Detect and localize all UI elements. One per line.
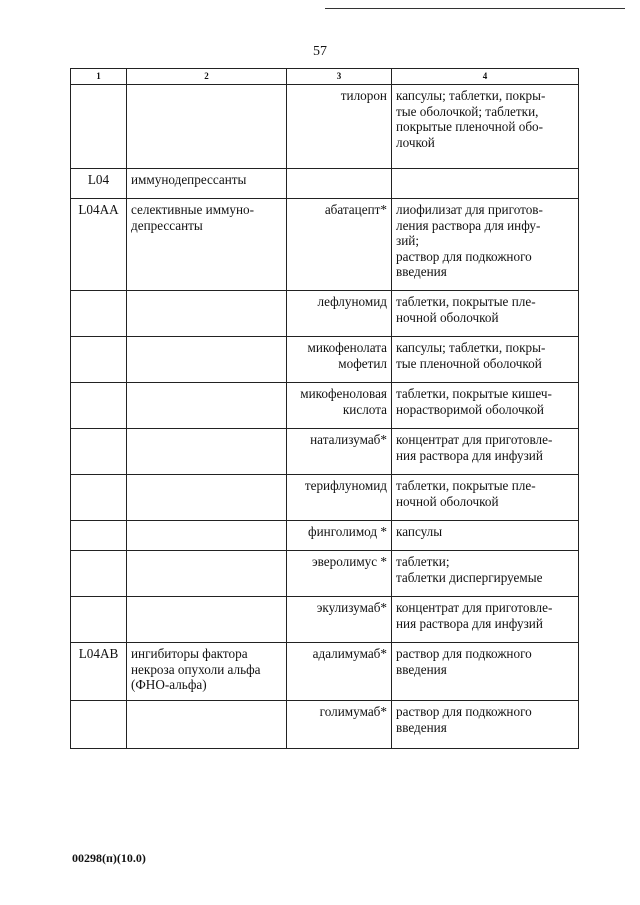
dosage-form-line: покрытые пленочной обо- [396, 119, 544, 134]
dosage-forms-cell [392, 383, 579, 429]
dosage-form-line: лочкой [396, 134, 435, 150]
top-rule [325, 8, 625, 9]
group-name-cell [127, 551, 287, 597]
group-name-cell [127, 597, 287, 643]
dosage-form-line: концентрат для приготовле- [396, 600, 553, 615]
group-name-cell [127, 521, 287, 551]
dosage-form-line: таблетки, покрытые кишеч- [396, 386, 552, 401]
group-name-cell [127, 291, 287, 337]
substance-cell: финголимод * [287, 521, 392, 551]
dosage-form-line: таблетки диспергируемые [396, 569, 543, 585]
table-row [71, 429, 579, 475]
column-header: 4 [392, 69, 579, 85]
dosage-form-line: раствор для подкожного [396, 646, 532, 661]
substance-cell: абатацепт* [287, 199, 392, 291]
table-row [71, 643, 579, 701]
dosage-form-line: капсулы; таблетки, покры- [396, 88, 546, 103]
dosage-forms-cell [392, 643, 579, 701]
atc-code-cell [71, 701, 127, 749]
dosage-forms-cell [392, 597, 579, 643]
substance-cell: микофеноловая кислота [287, 383, 392, 429]
atc-code-cell [71, 521, 127, 551]
substance-cell: голимумаб* [287, 701, 392, 749]
dosage-form-line: раствор для подкожного [396, 704, 532, 719]
group-name-cell [127, 475, 287, 521]
dosage-form-line: зий; [396, 233, 419, 248]
page-number: 57 [313, 44, 327, 59]
atc-code-cell [71, 85, 127, 169]
substance-cell: адалимумаб* [287, 643, 392, 701]
dosage-form-line: введения [396, 661, 447, 677]
substance-cell: терифлуномид [287, 475, 392, 521]
table-row [71, 383, 579, 429]
dosage-forms-cell [392, 291, 579, 337]
atc-code-cell: L04AA [71, 199, 127, 291]
dosage-forms-cell [392, 169, 579, 199]
table-header-row [71, 69, 579, 85]
atc-code-cell [71, 475, 127, 521]
atc-code-cell [71, 429, 127, 475]
atc-code-cell: L04 [71, 169, 127, 199]
dosage-forms-cell [392, 701, 579, 749]
atc-code-cell [71, 551, 127, 597]
dosage-form-line: капсулы [396, 524, 443, 539]
dosage-forms-cell [392, 429, 579, 475]
table-row [71, 521, 579, 551]
dosage-form-line: тые оболочкой; таблетки, [396, 103, 539, 119]
group-name-cell: иммунодепрессанты [127, 169, 287, 199]
substance-cell: эверолимус * [287, 551, 392, 597]
dosage-form-line: раствор для подкожного [396, 248, 532, 264]
atc-code-cell [71, 383, 127, 429]
table-row [71, 291, 579, 337]
table-row [71, 475, 579, 521]
dosage-forms-cell [392, 85, 579, 169]
substance-cell [287, 169, 392, 199]
table-row [71, 169, 579, 199]
atc-code-cell [71, 597, 127, 643]
table-row [71, 85, 579, 169]
dosage-form-line: введения [396, 264, 447, 279]
dosage-form-line: норастворимой оболочкой [396, 401, 544, 417]
dosage-forms-cell [392, 551, 579, 597]
substance-cell: экулизумаб* [287, 597, 392, 643]
table-row [71, 597, 579, 643]
substance-cell: тилорон [287, 85, 392, 169]
dosage-form-line: введения [396, 719, 447, 735]
dosage-form-line: таблетки; [396, 554, 450, 569]
group-name-cell [127, 429, 287, 475]
dosage-forms-cell [392, 199, 579, 291]
table-row [71, 551, 579, 597]
dosage-form-line: ночной оболочкой [396, 309, 499, 325]
table-row [71, 337, 579, 383]
atc-code-cell [71, 337, 127, 383]
column-header: 3 [287, 69, 392, 85]
group-name-cell: ингибиторы фактора некроза опухоли альфа (ФНО-альфа) [127, 643, 287, 701]
dosage-form-line: ния раствора для инфузий [396, 615, 543, 631]
dosage-form-line: лиофилизат для приготов- [396, 202, 543, 217]
dosage-form-line: тые пленочной оболочкой [396, 355, 542, 371]
dosage-forms-cell [392, 521, 579, 551]
table-row [71, 701, 579, 749]
dosage-form-line: концентрат для приготовле- [396, 432, 553, 447]
substance-cell: микофенолата мофетил [287, 337, 392, 383]
group-name-cell [127, 383, 287, 429]
document-code: 00298(п)(10.0) [72, 851, 146, 865]
dosage-form-line: таблетки, покрытые пле- [396, 294, 536, 309]
column-header: 1 [71, 69, 127, 85]
column-header: 2 [127, 69, 287, 85]
group-name-cell: селективные иммуно- депрессанты [127, 199, 287, 291]
drug-table [70, 68, 579, 749]
substance-cell: лефлуномид [287, 291, 392, 337]
dosage-forms-cell [392, 337, 579, 383]
group-name-cell [127, 85, 287, 169]
table-row [71, 199, 579, 291]
dosage-form-line: ления раствора для инфу- [396, 217, 541, 233]
atc-code-cell: L04AB [71, 643, 127, 701]
group-name-cell [127, 701, 287, 749]
atc-code-cell [71, 291, 127, 337]
table-body [71, 85, 579, 749]
substance-cell: натализумаб* [287, 429, 392, 475]
dosage-form-line: капсулы; таблетки, покры- [396, 340, 546, 355]
dosage-form-line: таблетки, покрытые пле- [396, 478, 536, 493]
dosage-form-line: ночной оболочкой [396, 493, 499, 509]
dosage-form-line: ния раствора для инфузий [396, 447, 543, 463]
dosage-forms-cell [392, 475, 579, 521]
group-name-cell [127, 337, 287, 383]
